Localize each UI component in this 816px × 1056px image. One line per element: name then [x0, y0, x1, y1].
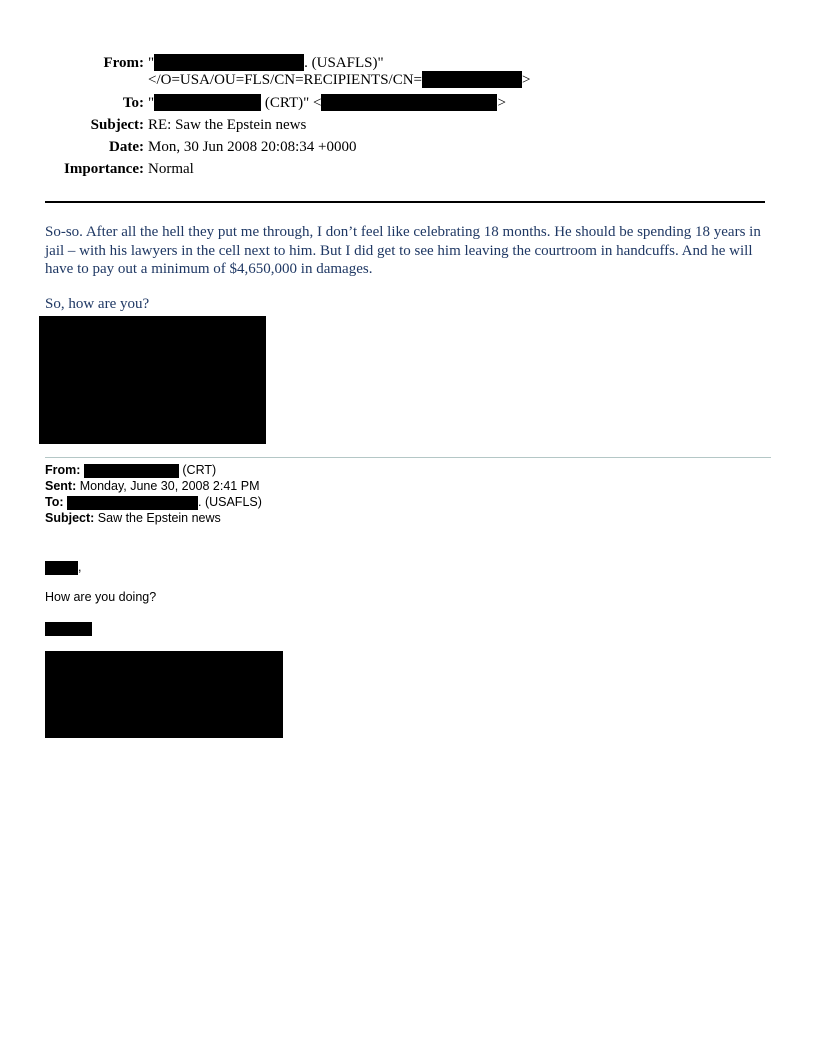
redacted-signature-block: [45, 651, 283, 738]
to-label: To:: [122, 95, 144, 111]
original-to-row: [45, 494, 262, 510]
from-address: [148, 71, 530, 89]
from-value: [148, 54, 384, 72]
original-from-value: (CRT): [178, 463, 217, 477]
original-header: [45, 462, 262, 526]
greeting-comma: ,: [78, 560, 82, 574]
quoted-message-divider: [45, 457, 771, 458]
original-body-line: How are you doing?: [45, 590, 157, 604]
date-label: Date:: [109, 139, 144, 155]
redaction-bar: [422, 71, 522, 88]
original-sent-value: Monday, June 30, 2008 2:41 PM: [79, 479, 260, 493]
redacted-signoff: [45, 622, 92, 636]
redaction-bar: [84, 464, 179, 478]
from-org: . (USAFLS)": [304, 55, 384, 71]
from-label: From:: [103, 55, 144, 71]
redaction-bar: [67, 496, 198, 510]
subject-value: RE: Saw the Epstein news: [148, 117, 307, 133]
header-divider: [45, 201, 765, 203]
date-value: Mon, 30 Jun 2008 20:08:34 +0000: [148, 139, 357, 155]
redaction-bar: [154, 94, 261, 111]
original-subject-row: [45, 510, 262, 526]
original-subject-label: Subject:: [45, 511, 95, 525]
subject-label: Subject:: [90, 117, 144, 133]
from-address-close: >: [522, 72, 531, 88]
redaction-bar: [154, 54, 304, 71]
to-quote: ": [148, 95, 155, 111]
original-to-label: To:: [45, 495, 64, 509]
redaction-bar: [45, 561, 78, 575]
reply-paragraph-1: So-so. After all the hell they put me through, I don’t feel like celebrating 18 months. He should be spending 18 years in jail – with his lawyers in the cell next to him. But I did get to see him leaving the courtroom in handcuffs. And he will have to pay out a minimum of $4,650,000 in damages.: [45, 224, 761, 277]
importance-label: Importance:: [64, 161, 144, 177]
reply-paragraph-2: So, how are you?: [45, 296, 150, 312]
original-greeting: [45, 560, 81, 575]
from-quote: ": [148, 55, 155, 71]
from-address-path: </O=USA/OU=FLS/CN=RECIPIENTS/CN=: [148, 72, 422, 88]
to-value: [148, 94, 506, 112]
original-sent-row: [45, 478, 262, 494]
to-address-close: >: [497, 95, 506, 111]
original-subject-value: Saw the Epstein news: [97, 511, 221, 525]
original-to-value: . (USAFLS): [198, 495, 262, 509]
redaction-bar: [321, 94, 497, 111]
redacted-signature-block: [39, 316, 266, 444]
original-sent-label: Sent:: [45, 479, 77, 493]
original-from-row: [45, 462, 262, 478]
original-from-label: From:: [45, 463, 81, 477]
importance-value: Normal: [148, 161, 194, 177]
to-org: (CRT)" <: [261, 95, 322, 111]
